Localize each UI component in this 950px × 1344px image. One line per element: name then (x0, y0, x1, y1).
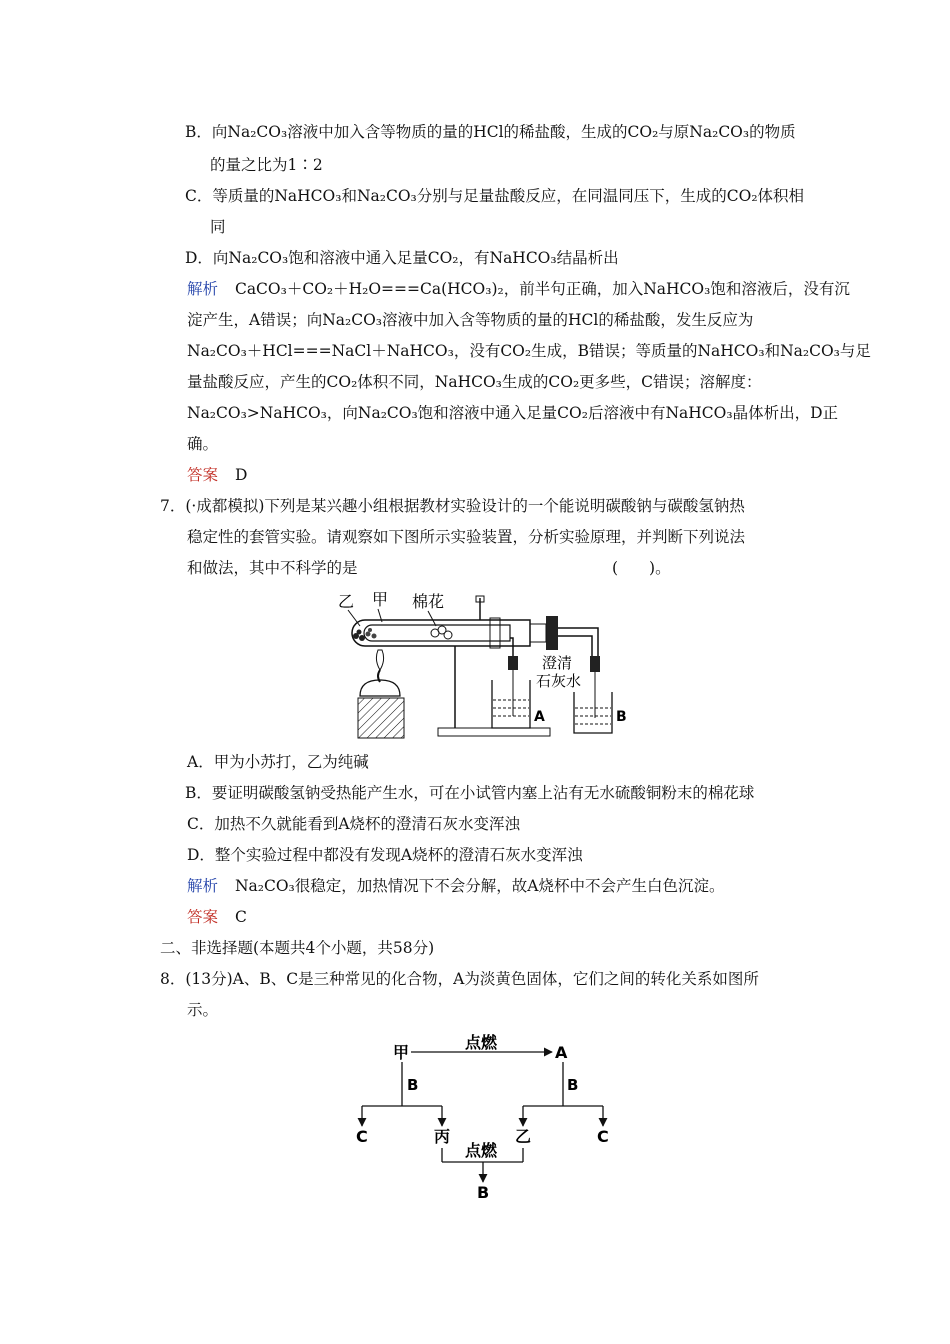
q7-answer-bracket: ( )。 (612, 559, 671, 577)
q7-option-b: B．要证明碳酸氢钠受热能产生水，可在小试管内塞上沾有无水硫酸铜粉末的棉花球 (185, 784, 755, 802)
q7-option-d: D．整个实验过程中都没有发现A烧杯的澄清石灰水变浑浊 (187, 846, 583, 864)
q6-analysis-line4: 量盐酸反应，产生的CO₂体积不同，NaHCO₃生成的CO₂更多些，C错误；溶解度： (187, 373, 762, 391)
analysis-text: Na₂CO₃很稳定，加热情况下不会分解，故A烧杯中不会产生白色沉淀。 (234, 877, 725, 895)
node-b-bottom: B (477, 1183, 490, 1202)
q6-analysis-line2: 淀产生，A错误；向Na₂CO₃溶液中加入含等物质的量的HCl的稀盐酸，发生反应为 (187, 311, 754, 329)
node-bing: 丙 (434, 1127, 451, 1146)
apparatus-figure (330, 588, 640, 743)
q6-analysis-line6: 确。 (187, 435, 219, 453)
analysis-label: 解析 (187, 877, 219, 895)
conversion-diagram (345, 1028, 615, 1208)
node-yi: 乙 (515, 1127, 532, 1146)
node-c-left: C (356, 1127, 368, 1146)
node-c-right: C (597, 1127, 609, 1146)
q6-option-b-line1: B．向Na₂CO₃溶液中加入含等物质的量的HCl的稀盐酸，生成的CO₂与原Na₂CO₃的物质 (185, 123, 796, 141)
q6-analysis-line5: Na₂CO₃>NaHCO₃，向Na₂CO₃饱和溶液中通入足量CO₂后溶液中有NaHCO₃晶体析出，D正 (187, 404, 838, 422)
q6-analysis (187, 279, 850, 299)
q7-option-c: C．加热不久就能看到A烧杯的澄清石灰水变浑浊 (187, 815, 521, 833)
q7-stem-line3 (187, 558, 671, 578)
label-b-left: B (407, 1076, 419, 1094)
q6-answer (187, 465, 247, 485)
label-limewater-2: 石灰水 (536, 672, 582, 690)
label-yi: 乙 (338, 592, 355, 611)
answer-value: C (234, 908, 247, 926)
label-beaker-b: B (616, 709, 627, 725)
q6-analysis-line3: Na₂CO₃＋HCl===NaCl＋NaHCO₃，没有CO₂生成，B错误；等质量的NaHCO₃和Na₂CO₃与足 (187, 342, 871, 360)
q7-option-a: A．甲为小苏打，乙为纯碱 (187, 753, 369, 771)
answer-label: 答案 (187, 466, 219, 484)
label-beaker-a: A (534, 709, 545, 725)
label-limewater-1: 澄清 (542, 654, 573, 672)
label-jia: 甲 (372, 590, 389, 609)
section-heading: 二、非选择题(本题共4个小题，共58分) (160, 939, 435, 957)
answer-value: D (234, 466, 248, 484)
q7-stem-line2: 稳定性的套管实验。请观察如下图所示实验装置，分析实验原理，并判断下列说法 (187, 528, 746, 546)
q6-option-b-line2: 的量之比为1∶2 (210, 156, 323, 174)
q7-stem-text: 和做法，其中不科学的是 (187, 559, 358, 577)
q8-stem-line2: 示。 (187, 1001, 219, 1019)
label-ignite-top: 点燃 (465, 1033, 498, 1052)
q7-stem-line1: 7．(·成都模拟)下列是某兴趣小组根据教材实验设计的一个能说明碳酸钠与碳酸氢钠热 (160, 497, 745, 515)
q7-answer (187, 907, 247, 927)
label-ignite-bottom: 点燃 (465, 1141, 498, 1160)
answer-label: 答案 (187, 908, 219, 926)
q7-analysis (187, 876, 724, 896)
label-b-right: B (567, 1076, 579, 1094)
node-jia: 甲 (393, 1043, 410, 1062)
q6-option-c-line2: 同 (210, 218, 226, 236)
q6-option-d: D．向Na₂CO₃饱和溶液中通入足量CO₂，有NaHCO₃结晶析出 (185, 249, 619, 267)
analysis-label: 解析 (187, 280, 219, 298)
analysis-text: CaCO₃＋CO₂＋H₂O===Ca(HCO₃)₂，前半句正确，加入NaHCO₃饱和溶液后，没有沉 (234, 280, 850, 298)
label-cotton: 棉花 (412, 592, 445, 611)
node-a: A (555, 1043, 568, 1062)
q8-stem-line1: 8．(13分)A、B、C是三种常见的化合物，A为淡黄色固体，它们之间的转化关系如图所 (160, 970, 759, 988)
q6-option-c-line1: C．等质量的NaHCO₃和Na₂CO₃分别与足量盐酸反应，在同温同压下，生成的CO₂体积相 (185, 187, 805, 205)
